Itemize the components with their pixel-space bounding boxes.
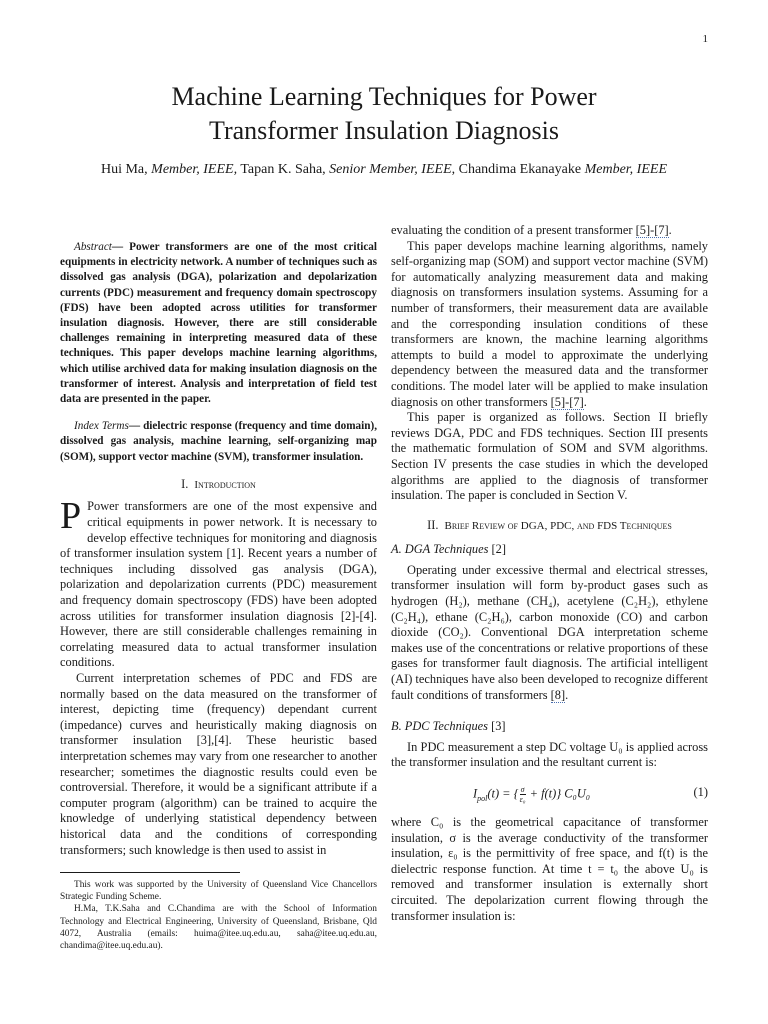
eq-numerator: σ <box>520 785 525 794</box>
continued-text: evaluating the condition of a present transformer <box>391 223 636 237</box>
subsection-ref: [2] <box>491 542 506 557</box>
author-name: Tapan K. Saha, <box>237 162 330 177</box>
eq-rest: + f(t)} C₀U₀ <box>526 786 591 801</box>
author-name: , Chandima Ekanayake <box>451 162 585 177</box>
index-terms <box>60 419 377 465</box>
intro-paragraph-3-text: This paper develops machine learning algorithms, namely self-organizing map (SOM) and support vector machine (SVM) for automatically analyzing measurement data and making diagnosis on transformers insulation systems. Assuming for a number of transformers, their measurement data are available and the corresponding insulation conditions of these transformers are known, the machine learning algorithms attempts to build a model to approximate the underlying dependency between the measured data and the transformer conditions. The model later will be applied to make insulation diagnosis on other transformers <box>391 238 708 409</box>
abstract <box>60 240 377 407</box>
paper-title <box>60 80 708 148</box>
title-line-1: Machine Learning Techniques for Power <box>171 82 597 111</box>
eq-symbol: I <box>473 786 478 801</box>
continued-paragraph <box>391 223 708 239</box>
equation-1 <box>391 777 708 811</box>
citation-link[interactable]: [5]-[7] <box>635 223 669 237</box>
author-list <box>40 162 728 178</box>
index-terms-label: Index Terms <box>74 420 129 433</box>
intro-paragraph-1 <box>60 495 377 671</box>
eq-denominator: ε₀ <box>519 795 526 804</box>
index-terms-text: — dielectric response (frequency and time domain), dissolved gas analysis, machine learning, self-organizing map (SOM), support vector machine (SVM), transformer insulation. <box>60 420 377 463</box>
section-number: I. <box>181 476 189 491</box>
eq-middle: (t) = { <box>487 786 519 801</box>
subsection-title: PDC Techniques <box>404 719 488 734</box>
intro-paragraph-3 <box>391 239 708 411</box>
subsection-heading-a <box>391 542 708 558</box>
section-heading-2 <box>391 518 708 535</box>
footnote <box>60 879 377 952</box>
subsection-label: A. <box>391 542 402 557</box>
citation-link[interactable]: [5]-[7] <box>550 394 584 409</box>
subsection-label: B. <box>391 719 402 734</box>
footnote-rule <box>60 872 240 873</box>
eq-subscript: pol <box>477 793 488 803</box>
author-role: Member, IEEE, <box>151 162 238 177</box>
footnote-funding: This work was supported by the University of Queensland Vice Chancellors Strategic Funding Scheme. <box>60 880 377 903</box>
section-number: II. <box>427 517 439 532</box>
page-number: 1 <box>702 33 708 45</box>
eq-fraction <box>520 785 526 804</box>
author-role: Senior Member, IEEE <box>329 162 452 177</box>
where-paragraph: where C₀ is the geometrical capacitance of transformer insulation, σ is the average conductivity of the transformer insulation, ε₀ is the permittivity of free space, and f(t) is the dielectric response function. At time t = t₀ the above U₀ is removed and transformer insulation is externally short circuited. The depolarization current flowing through the transformer insulation is: <box>391 815 708 923</box>
intro-paragraph-4: This paper is organized as follows. Section II briefly reviews DGA, PDC and FDS techniques. Section III presents the mathematic formulation of SOM and SVM algorithms. Section IV presents the case studies in which the developed algorithms are applied to the diagnosis of transformer insulation. The paper is concluded in Section V. <box>391 410 708 503</box>
subsection-title: DGA Techniques <box>404 542 489 557</box>
equation-body <box>473 785 590 806</box>
equation-number: (1) <box>693 785 708 799</box>
intro-paragraph-2: Current interpretation schemes of PDC and FDS are normally based on the data measured on the transformer of interest, depicting time (frequency) dependant current (impedance) curves and heuristically making diagnosis on transformer insulation [3],[4]. These heuristic based interpretation schemes may vary from one researcher to another researcher; sometimes the diagnostic results could even be controversial. Therefore, it would be a significant attribute if a computer program (algorithm) can be trained to acquire the knowledge of underlying statistical dependency between historical data and the conditions of corresponding transformers; such knowledge is then used to assist in <box>60 670 377 857</box>
abstract-label: Abstract <box>74 241 112 253</box>
section-heading-1 <box>60 477 377 494</box>
title-line-2: Transformer Insulation Diagnosis <box>208 116 559 145</box>
intro-paragraph-3-end: . <box>583 394 587 409</box>
section-title: Brief Review of DGA, PDC, and FDS Techniques <box>444 519 672 532</box>
subsection-heading-b <box>391 719 708 735</box>
pdc-paragraph: In PDC measurement a step DC voltage U₀ is applied across the transformer insulation and the resultant current is: <box>391 739 708 770</box>
continued-end: . <box>668 223 672 237</box>
abstract-text: — Power transformers are one of the most critical equipments in electricity network. A number of techniques such as dissolved gas analysis (DGA), polarization and depolarization currents (PDC) measurement and frequency domain spectroscopy (FDS) have been adopted across utilities for transformer insulation diagnosis. However, there are still considerable challenges remaining in interpreting measured data of these techniques. This paper develops machine learning algorithms, which utilise archived data for making insulation diagnosis on the transformer of interest. Analysis and interpretation of field test data are presented in the paper. <box>60 241 377 406</box>
dga-paragraph <box>391 563 708 703</box>
drop-cap: P <box>60 495 82 538</box>
footnote-affiliation: H.Ma, T.K.Saha and C.Chandima are with the School of Information Technology and Electrical Engineering, University of Queensland, Brisbane, Qld 4072, Australia (emails: huima@itee.uq.edu.au, saha@itee.uq.edu.au, chandima@itee.uq.edu.au). <box>60 904 377 952</box>
abstract-block <box>60 240 377 465</box>
intro-paragraph-1-text: Power transformers are one of the most expensive and critical equipments in power network. It is necessary to develop effective techniques for monitoring and diagnosis of transformer insulation system [1]. Recent years a number of techniques including dissolved gas analysis (DGA), polarization and depolarization currents (PDC) measurement and frequency domain spectroscopy (FDS) have been adopted across utilities for transformer insulation diagnosis [2]-[4]. However, there are still considerable challenges remaining in correlating measured data to actual transformer insulation conditions. <box>60 499 377 670</box>
author-role: Member, IEEE <box>584 162 667 177</box>
author-name: Hui Ma, <box>100 162 152 177</box>
left-column <box>60 240 377 858</box>
dga-end: . <box>565 687 569 702</box>
subsection-ref: [3] <box>491 719 506 734</box>
citation-link[interactable]: [8] <box>550 687 566 702</box>
section-title: Introduction <box>194 478 256 491</box>
dga-text: Operating under excessive thermal and electrical stresses, transformer insulation will form by-product gases such as hydrogen (H₂), methane (CH₄), acetylene (C₂H₂), ethylene (C₂H₄), ethane (C₂H₆), carbon monoxide (CO) and carbon dioxide (CO₂). Conventional DGA interpretation scheme makes use of the concentrations or relative proportions of these gases for transformer fault diagnosis. The artificial intelligent (AI) techniques have also been developed to recognize different fault conditions of transformers <box>391 562 708 702</box>
right-column <box>391 223 708 924</box>
